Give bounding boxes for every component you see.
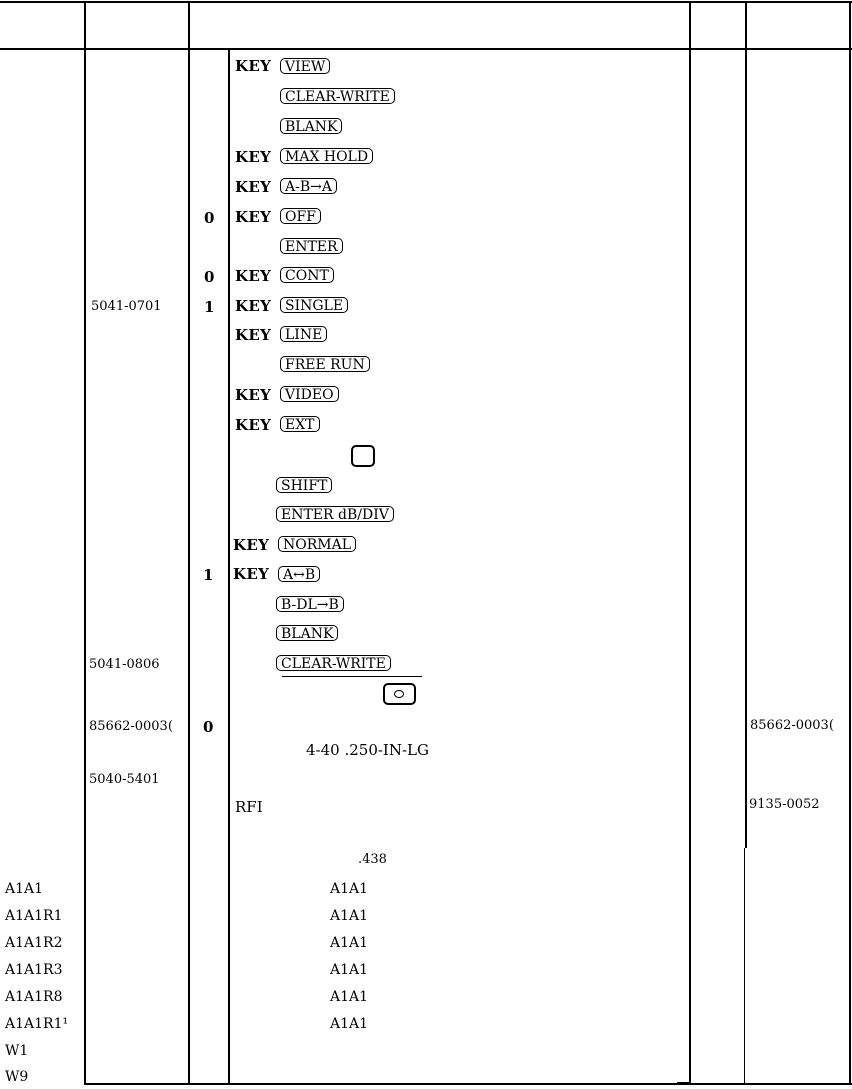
description-a1a1: A1A1 xyxy=(330,1016,369,1032)
col-line-2 xyxy=(188,1,190,1085)
part-number: 5041-0701 xyxy=(91,299,162,314)
description-dim: .438 xyxy=(358,852,387,867)
key-prefix: KEY xyxy=(235,57,272,75)
key-cap-clear-write: CLEAR-WRITE xyxy=(280,88,395,104)
key-cap-a-swap-b: A↔B xyxy=(278,566,320,582)
check-digit: 1 xyxy=(203,566,214,584)
key-cap-enter-db-div: ENTER dB/DIV xyxy=(276,506,394,522)
col-line-5a xyxy=(745,1,747,848)
col-line-1 xyxy=(84,1,86,1085)
key-cap-free-run: FREE RUN xyxy=(280,356,370,372)
key-prefix: KEY xyxy=(235,178,272,196)
key-cap-cont: CONT xyxy=(280,267,334,283)
part-number: 85662-0003( xyxy=(89,719,173,734)
key-prefix: KEY xyxy=(235,297,272,315)
key-cap-off: OFF xyxy=(280,208,321,224)
key-prefix: KEY xyxy=(235,208,272,226)
key-cap-b-dl-b: B-DL→B xyxy=(276,596,344,612)
reference-designator: A1A1R8 xyxy=(5,989,63,1005)
bottom-border xyxy=(84,1083,852,1085)
key-prefix: KEY xyxy=(235,326,272,344)
check-digit: 0 xyxy=(203,718,214,736)
key-prefix: KEY xyxy=(235,416,272,434)
description-screw: 4-40 .250-IN-LG xyxy=(306,741,429,759)
reference-designator: A1A1R1¹ xyxy=(5,1016,69,1032)
key-cap-ext: EXT xyxy=(280,416,320,432)
check-digit: 0 xyxy=(204,268,215,286)
underline-mark xyxy=(677,1082,689,1084)
check-digit: 0 xyxy=(204,209,215,227)
description-a1a1: A1A1 xyxy=(330,881,369,897)
key-prefix: KEY xyxy=(233,536,270,554)
part-number: 5041-0806 xyxy=(89,657,160,672)
mfr-part-number: 85662-0003( xyxy=(750,718,834,733)
reference-designator: A1A1 xyxy=(5,881,44,897)
reference-designator: A1A1R3 xyxy=(5,962,63,978)
description-a1a1: A1A1 xyxy=(330,962,369,978)
col-line-6 xyxy=(849,1,851,1085)
key-cap-enter: ENTER xyxy=(280,238,343,254)
reference-designator: A1A1R2 xyxy=(5,935,63,951)
key-cap-max-hold: MAX HOLD xyxy=(280,148,373,164)
key-cap-a-b-a: A-B→A xyxy=(280,178,337,194)
key-cap-line: LINE xyxy=(280,326,327,342)
key-prefix: KEY xyxy=(235,386,272,404)
key-cap-shift: SHIFT xyxy=(276,477,332,493)
col-line-4 xyxy=(689,1,691,1085)
blank-key-icon xyxy=(351,445,375,467)
reference-designator: A1A1R1 xyxy=(5,908,63,924)
dot-icon xyxy=(394,690,404,698)
description-a1a1: A1A1 xyxy=(330,989,369,1005)
underline-rule xyxy=(282,676,422,677)
reference-designator: W9 xyxy=(5,1069,29,1085)
mfr-part-number: 9135-0052 xyxy=(749,797,820,812)
key-cap-blank: BLANK xyxy=(280,118,342,134)
key-prefix: KEY xyxy=(233,565,270,583)
key-cap-single: SINGLE xyxy=(280,297,348,313)
key-cap-normal: NORMAL xyxy=(278,536,356,552)
key-cap-view: VIEW xyxy=(280,58,330,74)
part-number: 5040-5401 xyxy=(89,772,160,787)
description-a1a1: A1A1 xyxy=(330,935,369,951)
col-line-3 xyxy=(228,48,230,1085)
col-line-5b xyxy=(744,848,745,1085)
key-cap-video: VIDEO xyxy=(280,386,339,402)
key-prefix: KEY xyxy=(235,267,272,285)
header-divider xyxy=(0,48,852,50)
check-digit: 1 xyxy=(204,298,215,316)
description-a1a1: A1A1 xyxy=(330,908,369,924)
key-cap-blank: BLANK xyxy=(276,625,338,641)
key-prefix: KEY xyxy=(235,148,272,166)
top-border xyxy=(0,1,852,3)
reference-designator: W1 xyxy=(5,1043,29,1059)
description-rfi: RFI xyxy=(235,798,263,816)
key-cap-clear-write: CLEAR-WRITE xyxy=(276,655,391,671)
